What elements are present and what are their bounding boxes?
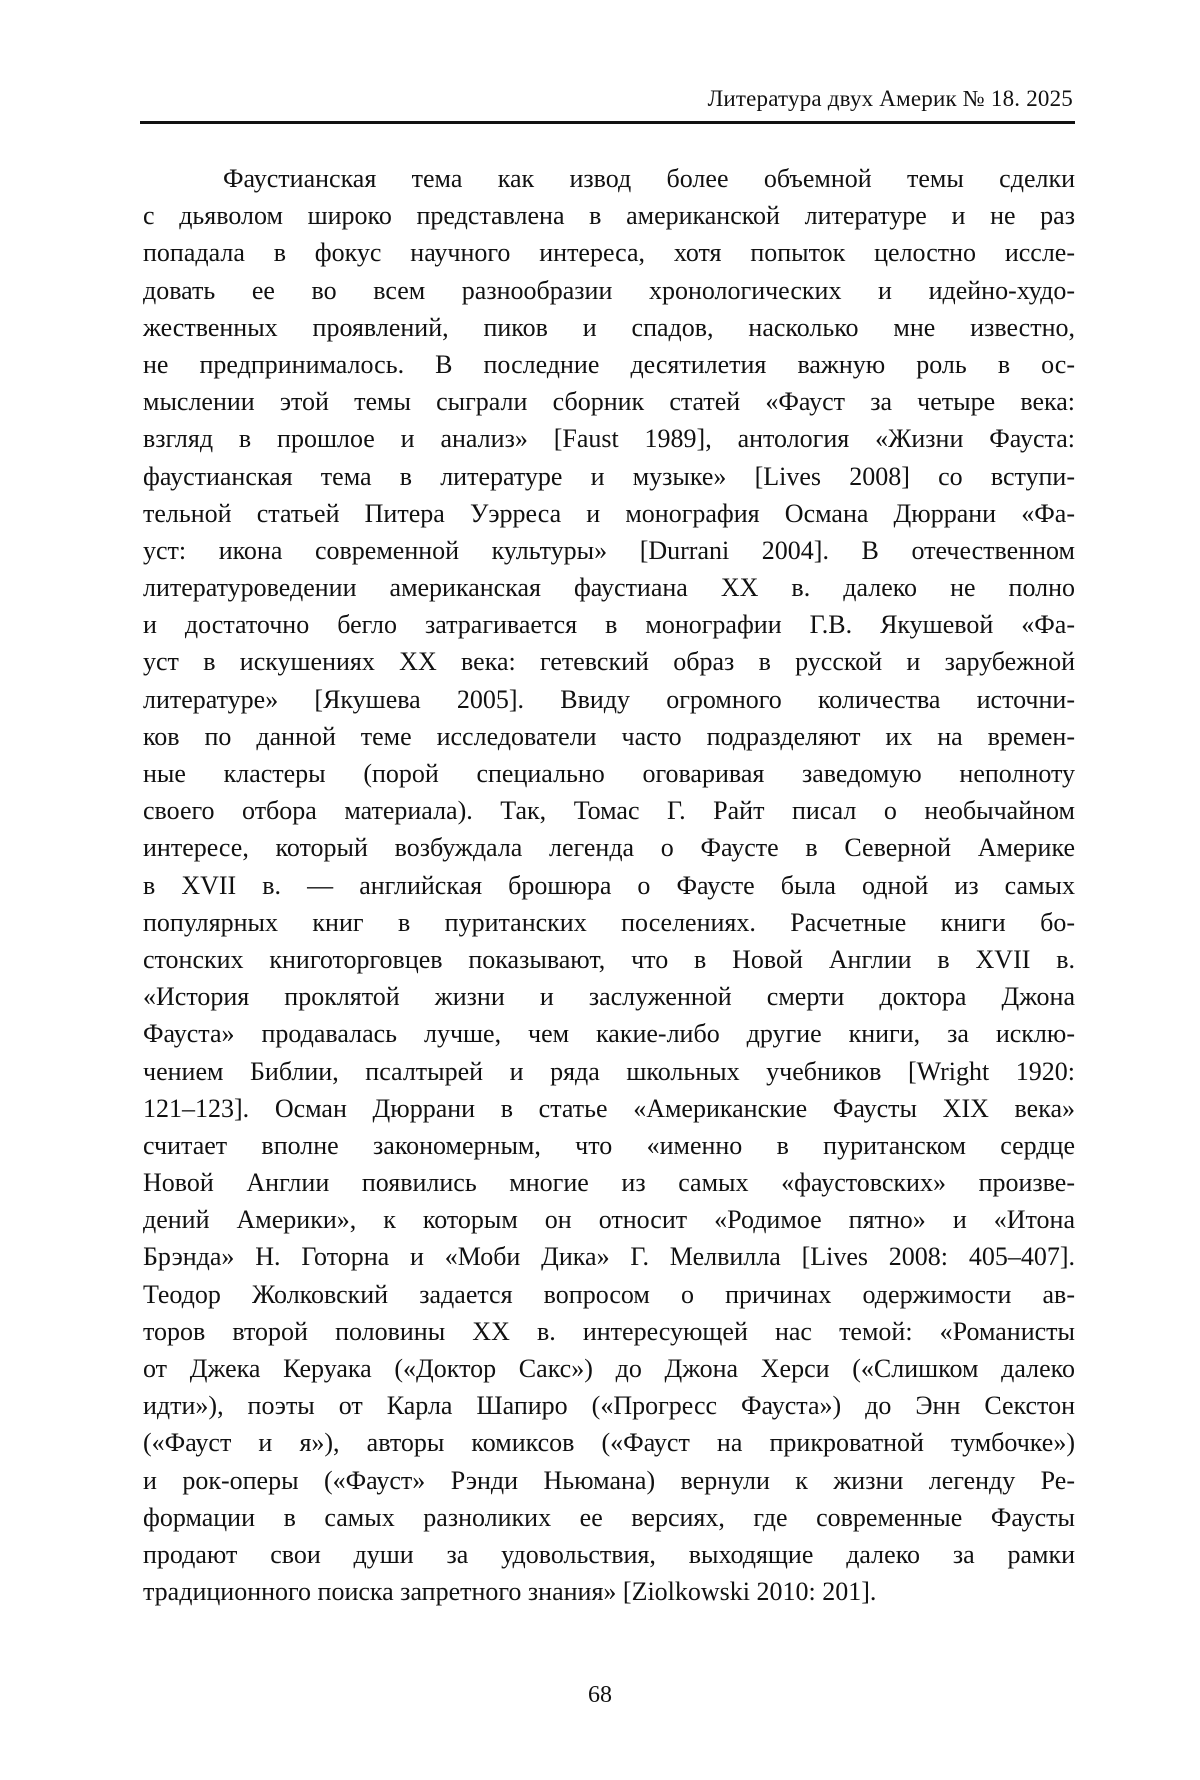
- text-line: «История проклятой жизни и заслуженной смерти доктора Джона: [143, 982, 1075, 1012]
- text-line: традиционного поиска запретного знания» [Ziolkowski 2010: 201].: [143, 1577, 877, 1607]
- text-line: и рок-оперы («Фауст» Рэнди Ньюмана) вернули к жизни легенду Ре-: [143, 1465, 1075, 1495]
- text-line: литературоведении американская фаустиана XX в. далеко не полно: [143, 573, 1075, 603]
- journal-title: Литература двух Америк № 18. 2025: [707, 86, 1073, 111]
- text-line: Брэнда» Н. Готорна и «Моби Дика» Г. Мелвилла [Lives 2008: 405–407].: [143, 1242, 1075, 1272]
- text-line: ные кластеры (порой специально оговаривая заведомую неполноту: [143, 759, 1075, 788]
- text-line: не предпринималось. В последние десятилетия важную роль в ос-: [143, 349, 1075, 379]
- text-line: с дьяволом широко представлена в американской литературе и не раз: [143, 201, 1075, 231]
- text-line: Теодор Жолковский задается вопросом о причинах одержимости ав-: [143, 1279, 1075, 1309]
- text-line: жественных проявлений, пиков и спадов, насколько мне известно,: [143, 312, 1075, 342]
- text-line: Фаустианская тема как извод более объемной темы сделки: [223, 164, 1075, 193]
- text-line: от Джека Керуака («Доктор Сакс») до Джона Херси («Слишком далеко: [143, 1354, 1075, 1383]
- running-header: [140, 84, 1075, 124]
- text-line: считает вполне закономерным, что «именно в пуританском сердце: [143, 1130, 1075, 1160]
- text-line: 121–123]. Осман Дюррани в статье «Американские Фаусты XIX века»: [143, 1093, 1075, 1123]
- text-line: идти»), поэты от Карла Шапиро («Прогресс Фауста») до Энн Секстон: [143, 1391, 1075, 1421]
- text-line: Фауста» продавалась лучше, чем какие-либо другие книги, за исклю-: [143, 1019, 1075, 1049]
- text-line: попадала в фокус научного интереса, хотя попыток целостно иссле-: [143, 238, 1075, 268]
- text-line: в XVII в. — английская брошюра о Фаусте была одной из самых: [143, 870, 1075, 900]
- text-line: чением Библии, псалтырей и ряда школьных учебников [Wright 1920:: [143, 1056, 1075, 1086]
- text-line: интересе, который возбуждала легенда о Фаусте в Северной Америке: [143, 833, 1075, 863]
- text-line: уст: икона современной культуры» [Durrani 2004]. В отечественном: [143, 535, 1075, 565]
- text-line: своего отбора материала). Так, Томас Г. Райт писал о необычайном: [143, 796, 1075, 826]
- text-line: тельной статьей Питера Уэрреса и монография Османа Дюррани «Фа-: [143, 498, 1075, 528]
- text-line: литературе» [Якушева 2005]. Ввиду огромного количества источни-: [143, 684, 1075, 714]
- text-line: мыслении этой темы сыграли сборник статей «Фауст за четыре века:: [143, 387, 1075, 417]
- text-line: ков по данной теме исследователи часто подразделяют их на времен-: [143, 721, 1075, 751]
- text-line: фаустианская тема в литературе и музыке» [Lives 2008] со вступи-: [143, 461, 1075, 491]
- text-line: торов второй половины XX в. интересующей нас темой: «Романисты: [143, 1316, 1075, 1346]
- main-paragraph: [143, 160, 1075, 1610]
- text-line: популярных книг в пуританских поселениях. Расчетные книги бо-: [143, 907, 1075, 937]
- text-line: продают свои души за удовольствия, выходящие далеко за рамки: [143, 1539, 1075, 1569]
- text-line: («Фауст и я»), авторы комиксов («Фауст на прикроватной тумбочке»): [143, 1428, 1075, 1458]
- page-number: 68: [588, 1682, 612, 1708]
- text-line: формации в самых разноликих ее версиях, где современные Фаусты: [143, 1502, 1075, 1532]
- text-line: стонских книготорговцев показывают, что в Новой Англии в XVII в.: [143, 944, 1075, 974]
- text-line: уст в искушениях XX века: гетевский образ в русской и зарубежной: [143, 647, 1075, 677]
- text-line: довать ее во всем разнообразии хронологических и идейно-худо-: [143, 275, 1075, 305]
- text-line: дений Америки», к которым он относит «Родимое пятно» и «Итона: [143, 1205, 1075, 1235]
- text-line: взгляд в прошлое и анализ» [Faust 1989], антология «Жизни Фауста:: [143, 424, 1075, 454]
- text-line: Новой Англии появились многие из самых «фаустовских» произве-: [143, 1168, 1075, 1198]
- text-line: и достаточно бегло затрагивается в монографии Г.В. Якушевой «Фа-: [143, 610, 1075, 640]
